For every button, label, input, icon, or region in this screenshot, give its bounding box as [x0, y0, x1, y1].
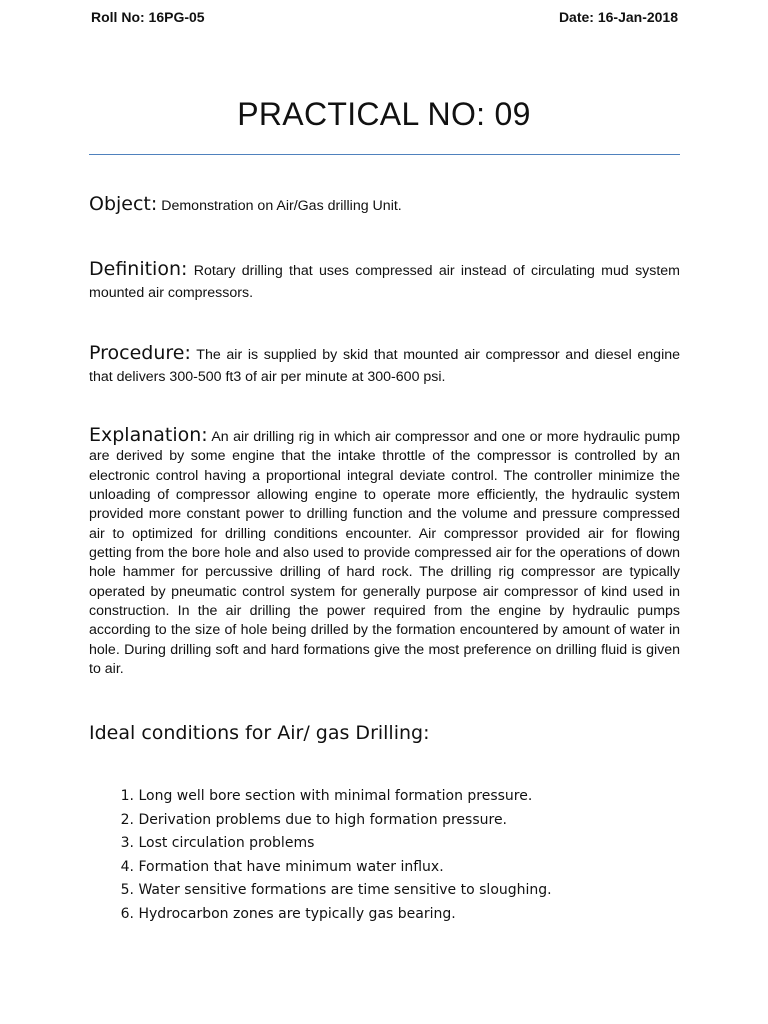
list-item-text: Hydrocarbon zones are typically gas bearing. — [138, 905, 456, 922]
explanation-text: An air drilling rig in which air compressor and one or more hydraulic pump are derived by some engine that the intake throttle of the compressor is controlled by an electronic control having a proportional integral deviate control. The controller minimize the unloading of compressor allowing engine to operate more efficiently, the hydraulic system provided more constant power to drilling function and the volume and pressure compressed air to optimized for drilling conditions encounter. Air compressor provided air for flowing getting from the bore hole and also used to provide compressed air for the operations of down hole hammer for percussive drilling of hard rock. The drilling rig compressor are typically operated by pneumatic control system for generally purpose air compressor of kind used in construction. In the air drilling the power required from the engine by hydraulic pumps according to the size of hole being drilled by the formation encountered by amount of water in hole. During drilling soft and hard formations give the most preference on drilling fluid is given to air. — [89, 429, 680, 678]
object-text: Demonstration on Air/Gas drilling Unit. — [157, 198, 402, 214]
procedure-label: Procedure: — [89, 342, 191, 364]
procedure-text: The air is supplied by skid that mounted air compressor and diesel engine that delivers 300-500 ft3 of air per minute at 300-600 psi. — [89, 347, 680, 385]
list-item-number: 5. — [120, 882, 134, 899]
list-item — [105, 903, 552, 927]
definition-section — [89, 258, 680, 304]
explanation-section — [89, 426, 680, 679]
definition-label: Definition: — [89, 258, 188, 280]
object-section — [89, 193, 680, 217]
ideal-conditions-list — [105, 785, 552, 927]
list-item-text: Derivation problems due to high formation pressure. — [138, 811, 508, 828]
list-item — [105, 809, 552, 833]
list-item-text: Formation that have minimum water influx. — [138, 858, 444, 875]
list-item — [105, 879, 552, 903]
list-item-number: 1. — [120, 788, 134, 804]
list-item-number: 6. — [120, 905, 134, 922]
title-divider — [89, 154, 680, 155]
object-label: Object: — [89, 193, 158, 215]
list-item-text: Water sensitive formations are time sensitive to sloughing. — [138, 882, 552, 899]
list-item-number: 2. — [120, 811, 134, 828]
list-item — [105, 785, 552, 809]
list-item — [105, 856, 552, 880]
date: Date: 16-Jan-2018 — [558, 9, 678, 25]
roll-number: Roll No: 16PG-05 — [91, 9, 205, 25]
definition-text: Rotary drilling that uses compressed air instead of circulating mud system mounted air compressors. — [89, 263, 680, 301]
page-title: PRACTICAL NO: 09 — [237, 96, 531, 132]
ideal-conditions-heading: Ideal conditions for Air/ gas Drilling: — [89, 722, 430, 744]
list-item-text: Long well bore section with minimal formation pressure. — [138, 788, 533, 804]
list-item-number: 4. — [120, 858, 134, 875]
procedure-section — [89, 342, 680, 388]
list-item-text: Lost circulation problems — [138, 835, 315, 852]
list-item — [105, 832, 552, 856]
explanation-label: Explanation: — [89, 424, 208, 446]
list-item-number: 3. — [120, 835, 134, 852]
